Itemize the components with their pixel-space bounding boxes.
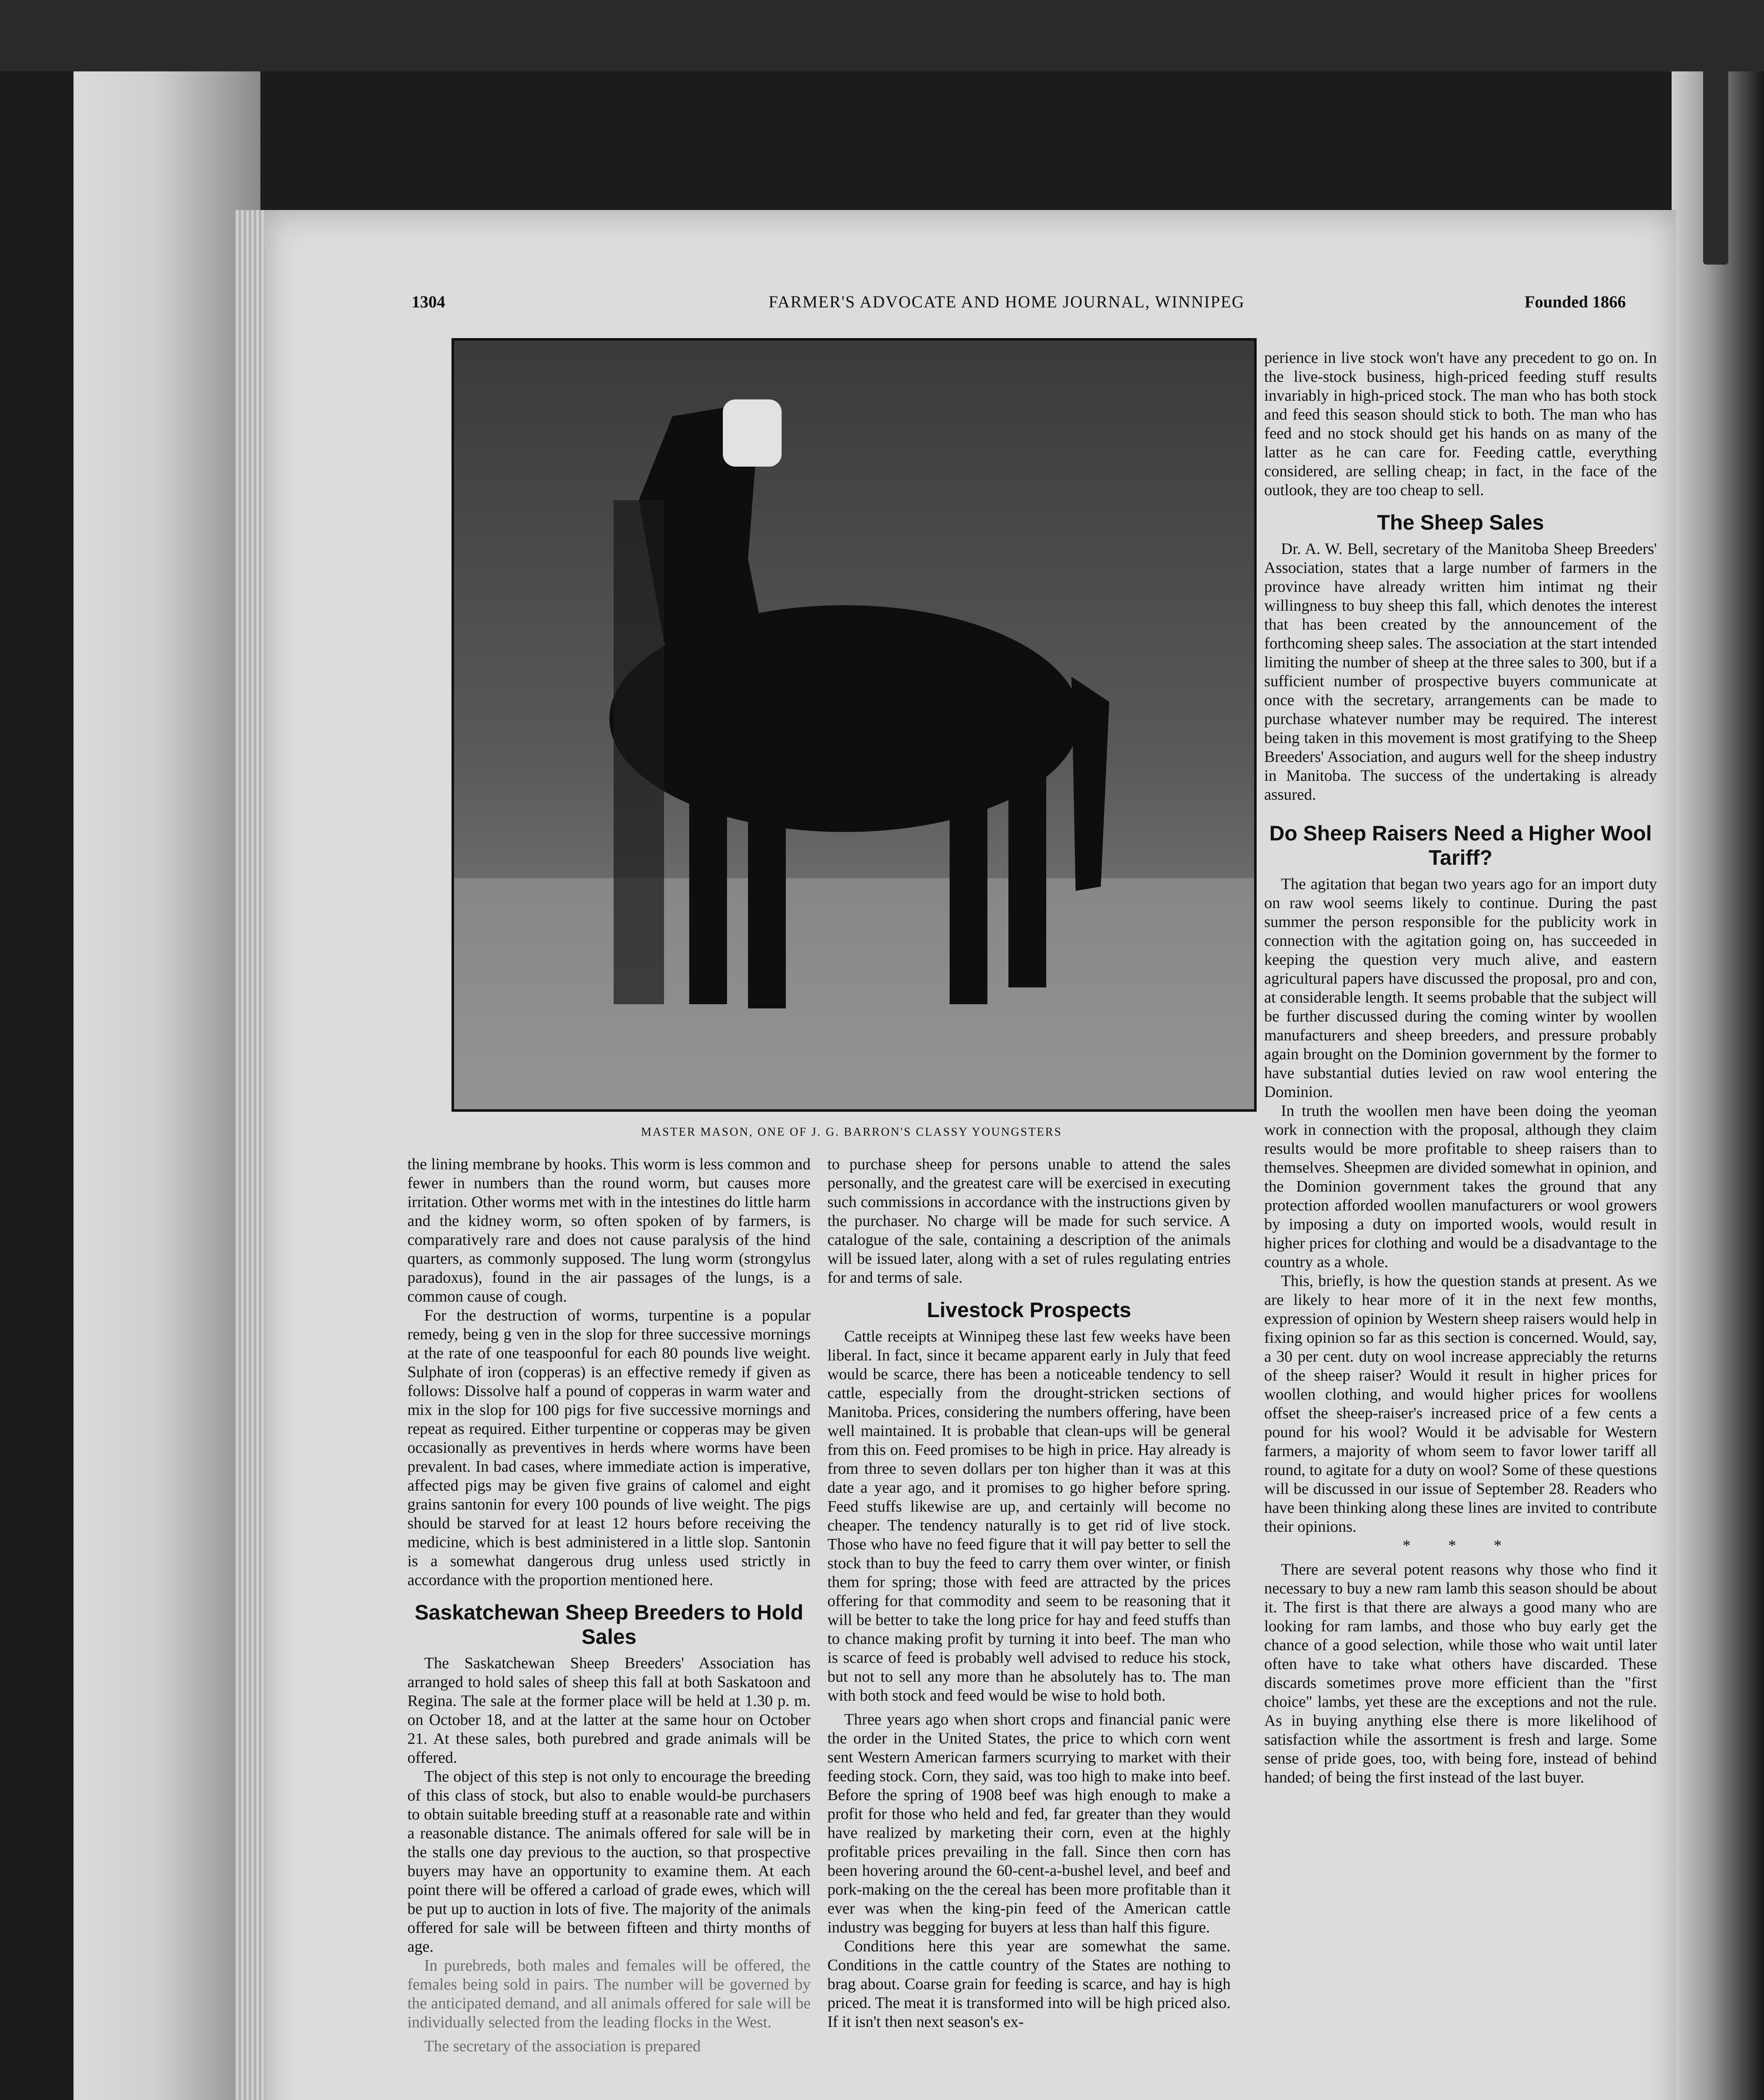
saskatchewan-paragraph-1: The Saskatchewan Sheep Breeders' Association has arranged to hold sales of sheep this fall at both Saskatoon and Regina. The sale at the former place will be held at 1.30 p. m. on October 18, and at the latter at the same hour on October 21. At these sales, both purebred and grade animals will be offered. [407,1654,811,1767]
scan-dark-top [0,0,1764,71]
livestock-paragraph-3: Conditions here this year are somewhat the same. Conditions in the cattle country of the States are nothing to brag about. Coarse grain for feeding is scarce, and hay is high priced. The meat it is transformed into will be high priced also. If it isn't then next season's ex- [827,1937,1231,2031]
middle-column [827,1155,1231,2032]
livestock-paragraph-1: Cattle receipts at Winnipeg these last few weeks have been liberal. In fact, since it became apparent early in July that feed would be scarce, there has been a noticeable tendency to sell cattle, especially from the drought-stricken sections of Manitoba. Prices, considering the numbers offering, have been well maintained. It is probable that clean-ups will be general from this on. Feed promises to be high in price. Hay already is from three to seven dollars per ton higher than it was at this date a year ago, and it promises to go higher before spring. Feed stuffs likewise are up, and certainly will become no cheaper. The tendency naturally is to get rid of live stock. Those who have no feed figure that it will pay better to sell the stock than to buy the feed to carry them over winter, or finish them for spring; those with feed are attracted by the prices offering for that commodity and seem to be reasoning that it will be better to take the long price for hay and feed stuffs than to chance making profit by turning it into beef. The man who is scarce of feed is probably well advised to reduce his stock, but not to sell any more than he absolutely has to. The man with both stock and feed would be wise to hold both. [827,1328,1231,1704]
saskatchewan-paragraph-4: The secretary of the association is prepared [424,2037,701,2055]
founded-label: Founded 1866 [1525,292,1626,311]
livestock-paragraph-2: Three years ago when short crops and financial panic were the order in the United States, the price to which corn went sent Western American farmers scurrying to market with their feeding stock. Corn, they said, was too high to make into beef. Before the spring of 1908 beef was high enough to make a profit for those who held and fed, far greater than they would have realized by marketing their corn, even at the highly profitable prices prevailing in the fall. Since then corn has been hovering around the 60-cent-a-bushel level, and beef and pork-making on the the cereal has been more profitable than it ever was when the king-pin feed of the American cattle industry was begging for buyers at less than half this figure. [827,1711,1231,1936]
scan-left-edge [0,71,74,2100]
horse-photograph [452,338,1257,1112]
sheep-sales-paragraph: Dr. A. W. Bell, secretary of the Manitoba Sheep Breeders' Association, states that a large number of farmers in the province have already written him intimat ng their willingness to buy sheep this fall, which denotes the interest that has been created by the announcement of the forthcoming sheep sales. The association at the start intended limiting the number of sheep at the three sales to 300, but if a sufficient number of prospective buyers communicate at once with the secretary, arrangements can be made to purchase whatever number may be required. The interest being taken in this movement is most gratifying to the Sheep Breeders' Association, and augurs well for the sheep industry in Manitoba. The success of the undertaking is already assured. [1264,540,1657,803]
feed-outlook-paragraph: perience in live stock won't have any precedent to go on. In the live-stock business, high-priced feeding stuff results invariably in high-priced stock. The man who has both stock and feed this season should stick to both. The man who has feed and no stock should get his hands on as many of the latter as he can care for. Feeding cattle, everything considered, are selling cheap; in fact, in the face of the outlook, they are too cheap to sell. [1264,349,1657,499]
left-column [407,1155,811,2056]
worms-paragraph-2: For the destruction of worms, turpentine is a popular remedy, being g ven in the slop for three successive mornings at the rate of one teaspoonful for each 80 pounds live weight. Sulphate of iron (copperas) is an effective remedy if given as follows: Dissolve half a pound of copperas in warm water and mix in the slop for 100 pigs for five successive mornings and repeat as required. Either turpentine or copperas may be given occasionally as preventives in herds where worms have been prevalent. In bad cases, where immediate action is imperative, affected pigs may be given five grains of calomel and eight grains santonin for every 100 pounds of live weight. The pigs should be starved for at least 12 hours before receiving the medicine, which is best administered in a little slop. Santonin is a somewhat dangerous drug unless used strictly in accordance with the proportion mentioned here. [407,1307,811,1589]
sale-terms-paragraph: to purchase sheep for persons unable to attend the sales personally, and the greatest care will be exercised in executing such commissions in accordance with the instructions given by the purchaser. No charge will be made for such service. A catalogue of the sale, containing a description of the animals will be issued later, along with a set of rules regulating entries for and terms of sale. [827,1155,1231,1286]
wool-tariff-paragraph-3: This, briefly, is how the question stands at present. As we are likely to hear more of it in the next few months, expression of opinion by Western sheep raisers would help in fixing opinion so far as this section is concerned. Would, say, a 30 per cent. duty on wool increase appreciably the returns of the sheep raiser? Would it result in higher prices for woollen clothing, and would higher prices for woollens offset the sheep-raiser's increased price of a few cents a pound for his wool? Would it be advisable for Western farmers, a majority of whom seem to favor lower tariff all round, to agitate for a duty on wool? Some of these questions will be discussed in our issue of September 28. Readers who have been thinking along these lines are invited to contribute their opinions. [1264,1272,1657,1536]
journal-title: FARMER'S ADVOCATE AND HOME JOURNAL, WINNIPEG [769,292,1245,311]
page-number: 1304 [412,292,445,311]
saskatchewan-heading: Saskatchewan Sheep Breeders to Hold Sales [415,1601,803,1648]
right-column [1264,349,1657,1787]
scan-right-edge [1672,71,1764,2100]
worms-paragraph-1: the lining membrane by hooks. This worm is less common and fewer in numbers than the round worm, but causes more irritation. Other worms met with in the intestines do little harm and the kidney worm, so often spoken of by farmers, is comparatively rare and does not cause paralysis of the hind quarters, as commonly supposed. The lung worm (strongylus paradoxus), found in the air passages of the lungs, is a common cause of cough. [407,1155,811,1305]
horse-photo-drawing [454,341,1254,1109]
saskatchewan-paragraph-3: In purebreds, both males and females will be offered, the females being sold in pairs. The number will be governed by the anticipated demand, and all animals offered for sale will be individually selected from the leading flocks in the West. [407,1957,811,2031]
livestock-prospects-heading: Livestock Prospects [927,1298,1131,1322]
ram-lamb-paragraph: There are several potent reasons why those who find it necessary to buy a new ram lamb this season should be about it. The first is that there are always a good many who are looking for ram lambs, and those who buy early get the chance of a good selection, while those who wait until later often have to take what others have discarded. These discards sometimes prove more efficient than the "first choice" lambs, yet these are the exceptions and not the rule. As in buying anything else there is more likelihood of satisfaction while the assortment is fresh and large. Some sense of pride goes, too, with being fore, instead of behind handed; of being the first instead of the last buyer. [1264,1561,1657,1786]
wool-tariff-paragraph-1: The agitation that began two years ago for an import duty on raw wool seems likely to continue. During the past summer the person responsible for the publicity work in connection with the agitation going on, has succeeded in keeping the question very much alive, and eastern agricultural papers have discussed the proposal, pro and con, at considerable length. It seems probable that the subject will be further discussed during the coming winter by woollen manufacturers and sheep breeders, and pressure probably again brought on the Dominion government by the former to have substantial duties levied on raw wool entering the Dominion. [1264,875,1657,1101]
newspaper-page [265,210,1676,2100]
wool-tariff-paragraph-2: In truth the woollen men have been doing the yeoman work in connection with the proposal, although they claim results would be more profitable to sheep raisers than to themselves. Sheepmen are divided somewhat in opinion, and the Dominion government takes the ground that any protection afforded woollen manufacturers or wool growers by imposing a duty on imported wools, would result in higher prices for clothing and would be a disadvantage to the country as a whole. [1264,1102,1657,1271]
wool-tariff-heading: Do Sheep Raisers Need a Higher Wool Tariff? [1269,822,1652,869]
saskatchewan-paragraph-2: The object of this step is not only to encourage the breeding of this class of stock, but also to enable would-be purchasers to obtain suitable breeding stuff at a reasonable rate and within a reasonable distance. The animals offered for sale will be in the stalls one day previous to the auction, so that prospective buyers may have an opportunity to examine them. At each point there will be offered a carload of grade ewes, which will be put up to auction in lots of five. The majority of the animals offered for sale will be between fifteen and thirty months of age. [407,1768,811,1956]
photo-caption: MASTER MASON, ONE OF J. G. BARRON'S CLASSY YOUNGSTERS [641,1126,1062,1139]
scanner-rail-top [1703,67,1728,265]
sheep-sales-heading: The Sheep Sales [1377,511,1544,534]
section-asterisks: * * * [1402,1537,1519,1554]
